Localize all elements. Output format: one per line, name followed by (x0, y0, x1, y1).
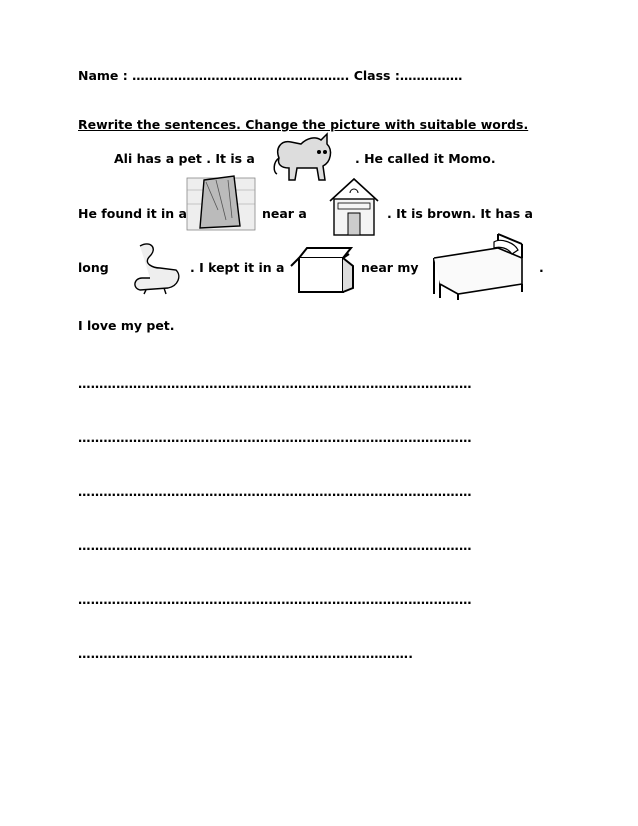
passage-line2-mid: near a (262, 206, 307, 221)
passage-line3-mid2: near my (361, 260, 419, 275)
instruction: Rewrite the sentences. Change the picture with suitable words. (78, 117, 529, 132)
name-class-line: Name : ……………………………………………. Class :…………… (78, 68, 463, 83)
passage-line1-end: . He called it Momo. (355, 151, 496, 166)
answer-line-5[interactable]: ………………………………………………………………………………… (78, 592, 472, 607)
passage-line1-start: Ali has a pet . It is a (114, 151, 255, 166)
answer-line-1[interactable]: ………………………………………………………………………………… (78, 376, 472, 391)
passage-line4: I love my pet. (78, 318, 175, 333)
answer-line-4[interactable]: ………………………………………………………………………………… (78, 538, 472, 553)
passage-line3-mid1: . I kept it in a (190, 260, 285, 275)
passage-line2-start: He found it in a (78, 206, 187, 221)
bed-picture (428, 228, 528, 300)
box-picture (289, 244, 355, 296)
answer-line-3[interactable]: ………………………………………………………………………………… (78, 484, 472, 499)
passage-line3-start: long (78, 260, 109, 275)
sack-picture (186, 170, 256, 232)
passage-line2-end: . It is brown. It has a (387, 206, 533, 221)
house-picture (326, 175, 382, 239)
tail-picture (120, 238, 186, 296)
passage-line3-end: . (539, 260, 544, 275)
answer-line-2[interactable]: ………………………………………………………………………………… (78, 430, 472, 445)
answer-line-6[interactable]: ……………………………………………………………………. (78, 646, 414, 661)
